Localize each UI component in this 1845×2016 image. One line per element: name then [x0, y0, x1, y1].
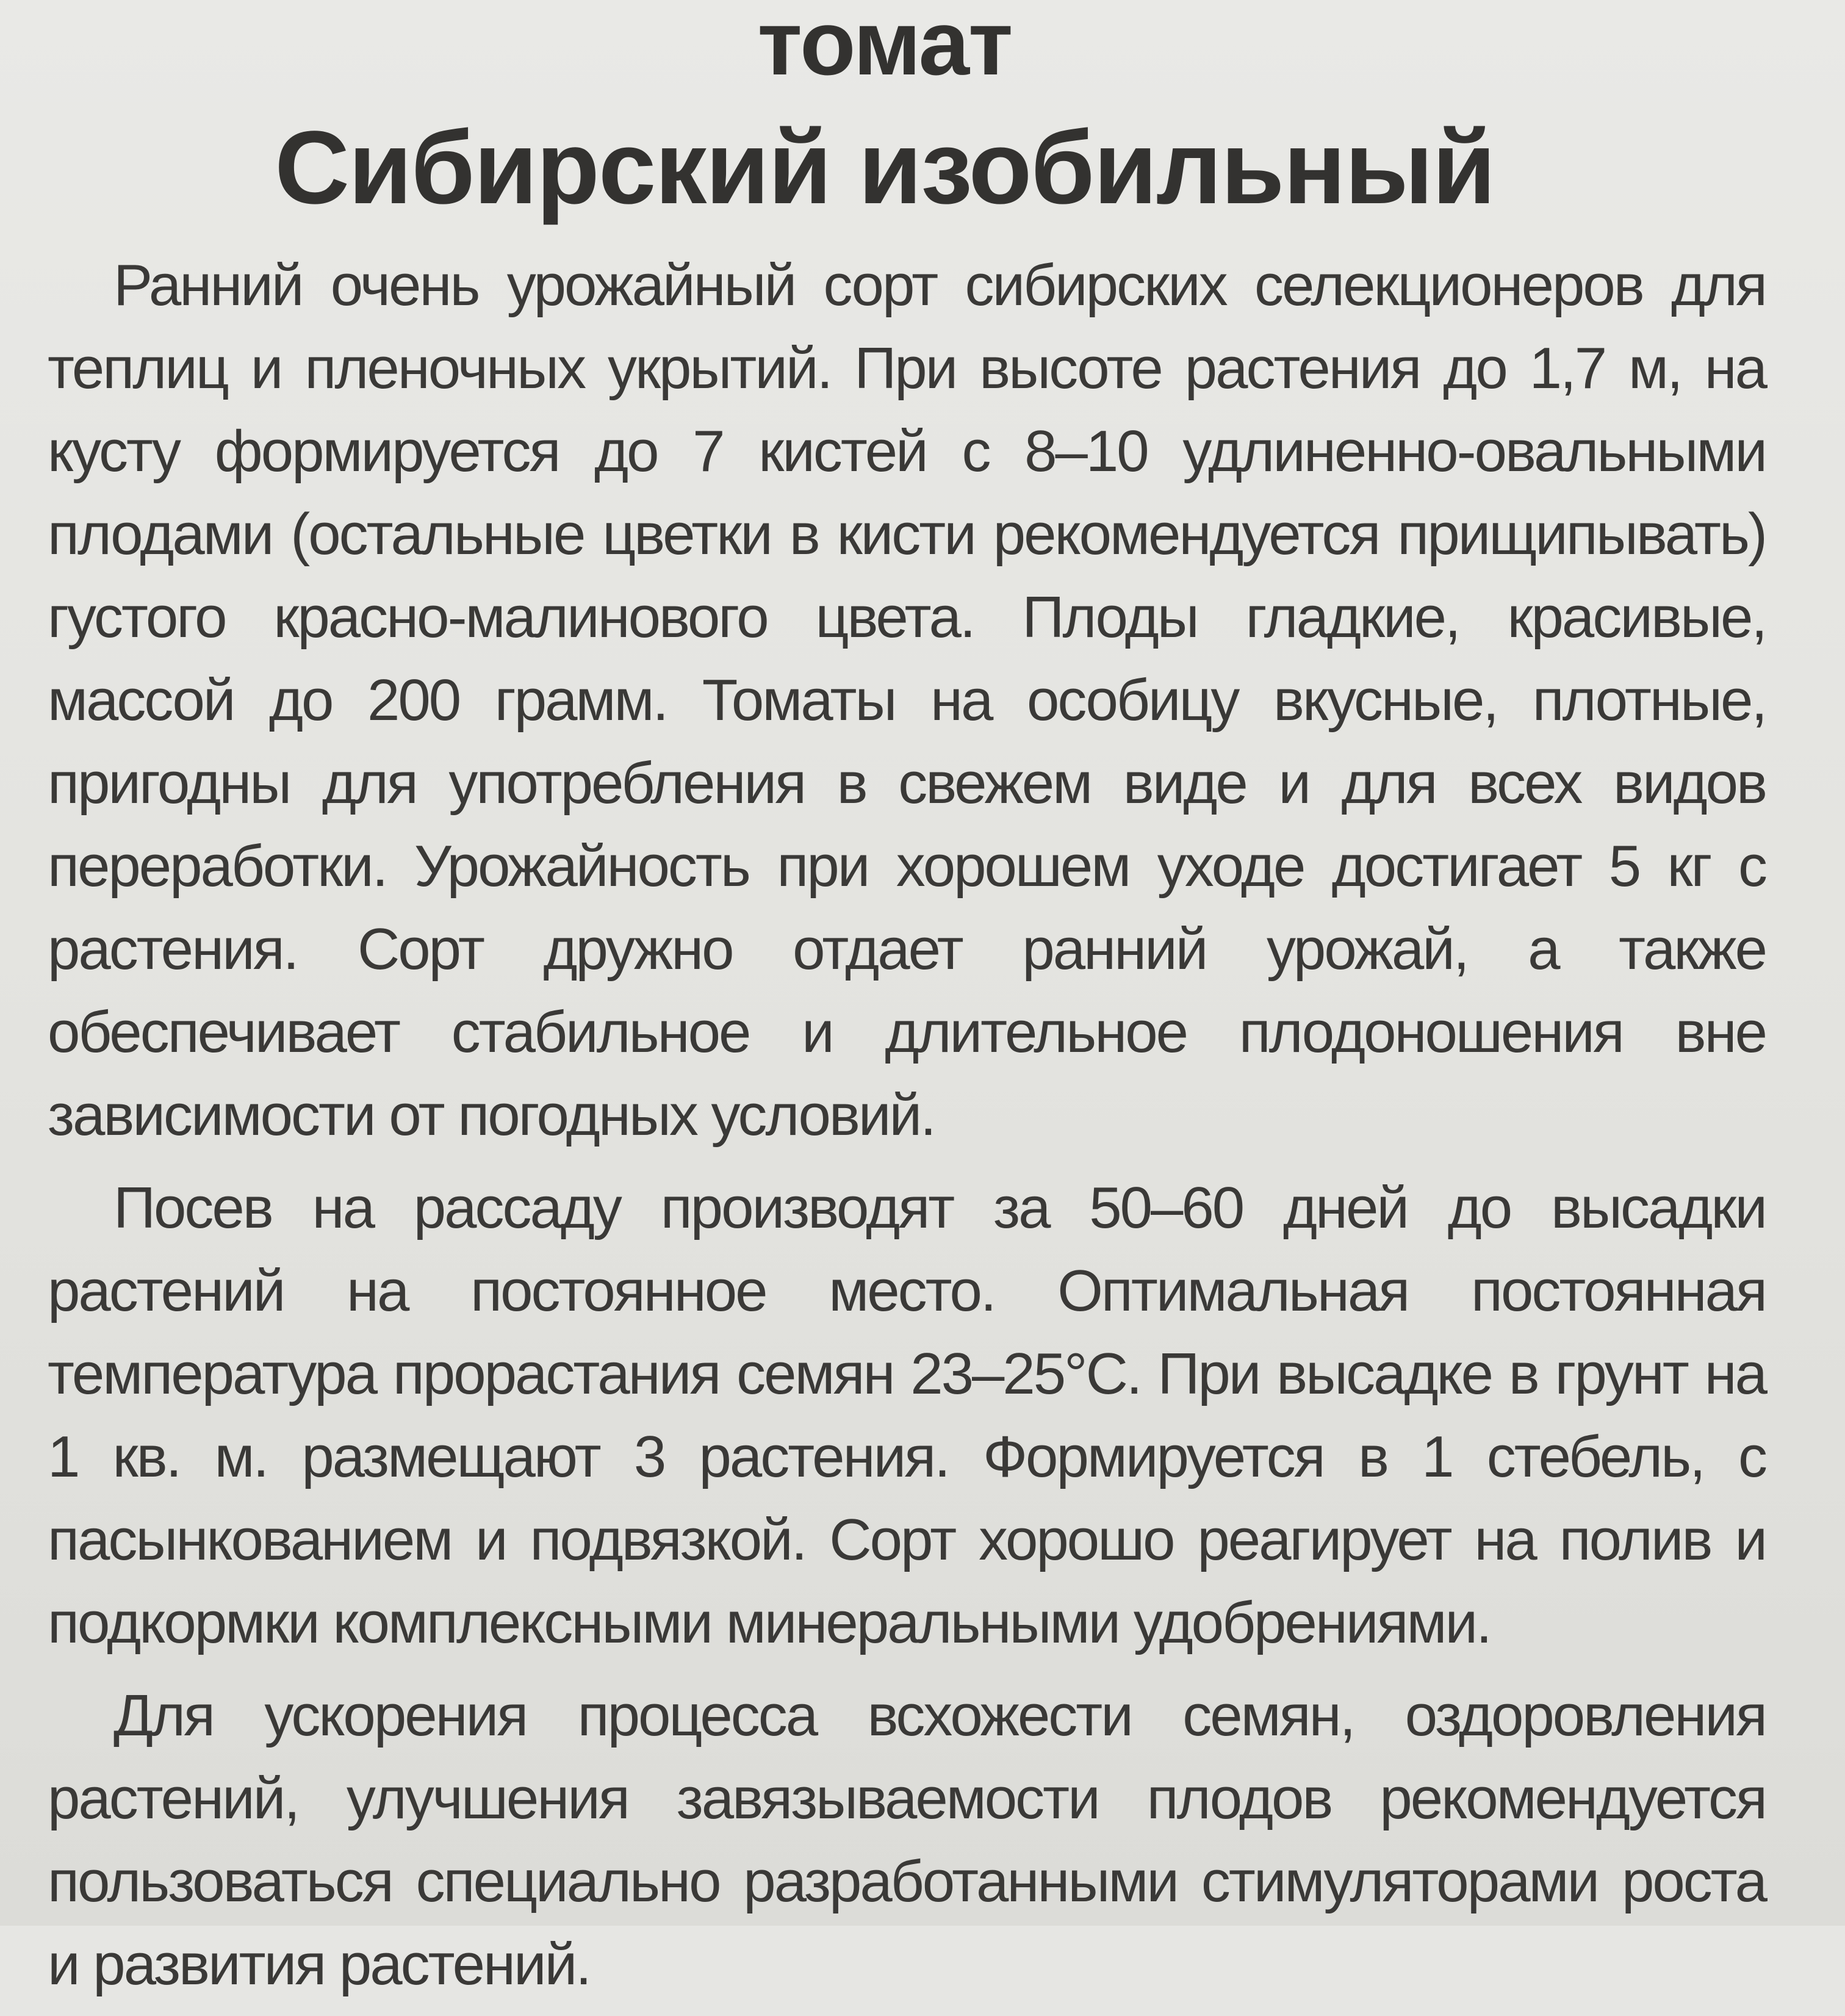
- variety-name-heading: Сибирский изобильный: [275, 110, 1495, 226]
- paragraph-characteristics: Ранний очень урожайный сорт сибирских селекционеров для теплиц и пленочных укрытий. При высоте растения до 1,7 м, на кусту формируется до 7 кистей с 8–10 удлиненно-овальными плодами (остальные цветки в кисти рекомендуется прищипывать) густого красно-малинового цвета. Плоды гладкие, красивые, массой до 200 грамм. Томаты на особицу вкусные, плотные, пригодны для употребления в свежем виде и для всех видов переработки. Урожайность при хорошем уходе достигает 5 кг с растения. Сорт дружно отдает ранний урожай, а также обеспечивает стабильное и длительное плодоношения вне зависимости от погодных условий.: [48, 253, 1766, 1148]
- description-body: [48, 244, 1766, 2016]
- paragraph-sowing: Посев на рассаду производят за 50–60 дней до высадки растений на постоянное место. Оптимальная постоянная температура прорастания семян 23–25°С. При высадке в грунт на 1 кв. м. размещают 3 растения. Формируется в 1 стебель, с пасынкованием и подвязкой. Сорт хорошо реагирует на полив и подкормки комплексными минеральными удобрениями.: [48, 1175, 1766, 1655]
- paragraph-stimulators: Для ускорения процесса всхожести семян, оздоровления растений, улучшения завязываемости плодов рекомендуется пользоваться специально разработанными стимуляторами роста и развития растений.: [48, 1683, 1766, 1997]
- product-type-heading: томат: [757, 0, 1012, 94]
